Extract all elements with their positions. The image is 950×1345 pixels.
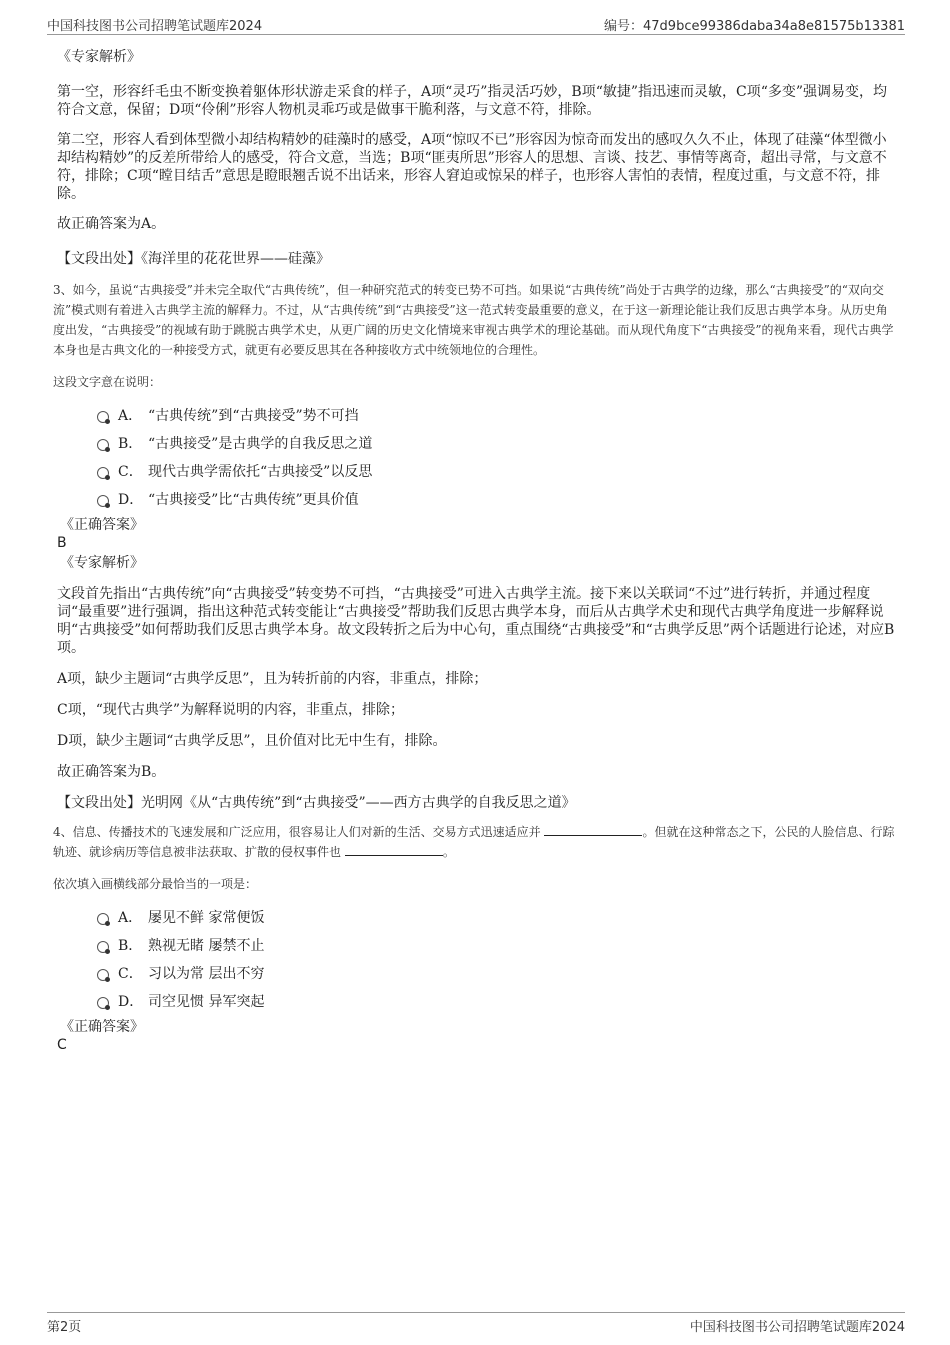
q4-stem-part-2: 。但就在这种常态之下，公民的人脸信息、行踪轨迹、就诊病历等信息被非法获取、扩散的侵权事件也	[53, 825, 895, 859]
q2-analysis-2: 第二空，形容人看到体型微小却结构精妙的硅藻时的感受，A项“惊叹不已”形容因为惊奇而发出的感叹久久不止，体现了硅藻“体型微小却结构精妙”的反差所带给人的感受，符合文意，当选；B项“匪夷所思”形容人的思想、言谈、技艺、事情等离奇，超出寻常，与文意不符，排除；C项“瞠目结舌”意思是瞪眼翘舌说不出话来，形容人窘迫或惊呆的样子，也形容人害怕的表情，程度过重，与文意不符，排除。	[57, 132, 887, 202]
fill-blank-2[interactable]	[345, 845, 443, 856]
option-text: “古典传统”到“古典接受”势不可挡	[148, 408, 359, 424]
q4-stem-part-3: 。	[442, 845, 455, 859]
q3-analysis-1: 文段首先指出“古典传统”向“古典接受”转变势不可挡，“古典接受”可进入古典学主流。接下来以关联词“不过”进行转折，并通过程度词“最重要”进行强调，指出这种范式转变能让“古典接受”帮助我们反思古典学本身，而后从古典学术史和现代古典学角度进一步解释说明“古典接受”如何帮助我们反思古典学本身。故文段转折之后为中心句，重点围绕“古典接受”和“古典学反思”两个话题进行论述，对应B项。	[57, 586, 895, 656]
q3-option-d[interactable]	[57, 486, 899, 514]
q2-expert-label: 《专家解析》	[57, 49, 141, 65]
q4-option-d[interactable]	[57, 988, 899, 1016]
q4-option-c[interactable]	[57, 960, 899, 988]
option-letter: B．	[118, 436, 143, 452]
option-letter: B．	[118, 938, 143, 954]
option-letter: D．	[118, 994, 144, 1010]
option-text: “古典接受”是古典学的自我反思之道	[148, 436, 373, 452]
option-text: 司空见惯 异军突起	[148, 994, 265, 1010]
q2-source: 【文段出处】《海洋里的花花世界——硅藻》	[57, 251, 330, 267]
option-letter: D．	[118, 492, 144, 508]
q3-options	[57, 402, 899, 514]
radio-icon[interactable]	[97, 969, 109, 981]
option-letter: A．	[118, 910, 143, 926]
option-text: 习以为常 层出不穷	[148, 966, 265, 982]
q3-stem: 3、如今，虽说“古典接受”并未完全取代“古典传统”，但一种研究范式的转变已势不可挡。如果说“古典传统”尚处于古典学的边缘，那么“古典接受”的“双向交流”模式则有着进入古典学主流的解释力。不过，从“古典传统”到“古典接受”这一范式转变最重要的意义，在于这一新理论能让我们反思古典学本身。从历史角度出发，“古典接受”的视域有助于跳脱古典学术史，从更广阔的历史文化情境来审视古典学术的理论基础。而从现代角度下“古典接受”的视角来看，现代古典学本身也是古典文化的一种接受方式，就更有必要反思其在各种接收方式中统领地位的合理性。	[53, 283, 894, 357]
q3-answer: B	[57, 535, 67, 551]
q4-option-b[interactable]	[57, 932, 899, 960]
page-content	[53, 44, 899, 1054]
q4-stem	[53, 822, 899, 862]
option-letter: C．	[118, 966, 143, 982]
q4-option-a[interactable]	[57, 904, 899, 932]
q4-prompt: 依次填入画横线部分最恰当的一项是：	[53, 877, 258, 891]
option-text: 现代古典学需依托“古典接受”以反思	[148, 464, 373, 480]
radio-icon[interactable]	[97, 411, 109, 423]
q3-answer-label: 《正确答案》	[60, 517, 144, 533]
q3-prompt: 这段文字意在说明：	[53, 375, 162, 389]
option-text: “古典接受”比“古典传统”更具价值	[148, 492, 359, 508]
radio-icon[interactable]	[97, 495, 109, 507]
radio-icon[interactable]	[97, 467, 109, 479]
header-title: 中国科技图书公司招聘笔试题库2024	[47, 19, 263, 34]
q3-source: 【文段出处】光明网《从“古典传统”到“古典接受”——西方古典学的自我反思之道》	[57, 795, 576, 811]
q3-analysis-3: C项，“现代古典学”为解释说明的内容，非重点，排除；	[57, 702, 405, 718]
q3-option-a[interactable]	[57, 402, 899, 430]
q4-options	[57, 904, 899, 1016]
q3-conclusion: 故正确答案为B。	[57, 764, 166, 780]
radio-icon[interactable]	[97, 439, 109, 451]
q3-option-c[interactable]	[57, 458, 899, 486]
q3-analysis-4: D项，缺少主题词“古典学反思”，且价值对比无中生有，排除。	[57, 733, 447, 749]
q4-answer: C	[57, 1037, 67, 1053]
footer-title: 中国科技图书公司招聘笔试题库2024	[689, 1320, 905, 1335]
fill-blank-1[interactable]	[544, 825, 642, 836]
option-text: 熟视无睹 屡禁不止	[148, 938, 265, 954]
page-footer	[47, 1312, 905, 1333]
page-number: 第2页	[47, 1320, 82, 1335]
q2-analysis-1: 第一空，形容纤毛虫不断变换着躯体形状游走采食的样子，A项“灵巧”指灵活巧妙，B项“敏捷”指迅速而灵敏，C项“多变”强调易变，均符合文意，保留；D项“伶俐”形容人物机灵乖巧或是做事干脆利落，与文意不符，排除。	[57, 84, 888, 118]
q2-conclusion: 故正确答案为A。	[57, 216, 166, 232]
radio-icon[interactable]	[97, 941, 109, 953]
radio-icon[interactable]	[97, 997, 109, 1009]
q3-option-b[interactable]	[57, 430, 899, 458]
q3-expert-label: 《专家解析》	[60, 555, 144, 571]
page-header	[47, 14, 905, 35]
q3-analysis-2: A项，缺少主题词“古典学反思”，且为转折前的内容，非重点，排除；	[57, 671, 488, 687]
option-letter: A．	[118, 408, 143, 424]
q4-stem-part-1: 4、信息、传播技术的飞速发展和广泛应用，很容易让人们对新的生活、交易方式迅速适应并	[53, 825, 541, 839]
header-serial-number: 编号：47d9bce99386daba34a8e81575b13381	[604, 19, 905, 34]
radio-icon[interactable]	[97, 913, 109, 925]
option-text: 屡见不鲜 家常便饭	[148, 910, 265, 926]
q4-answer-label: 《正确答案》	[60, 1019, 144, 1035]
option-letter: C．	[118, 464, 143, 480]
